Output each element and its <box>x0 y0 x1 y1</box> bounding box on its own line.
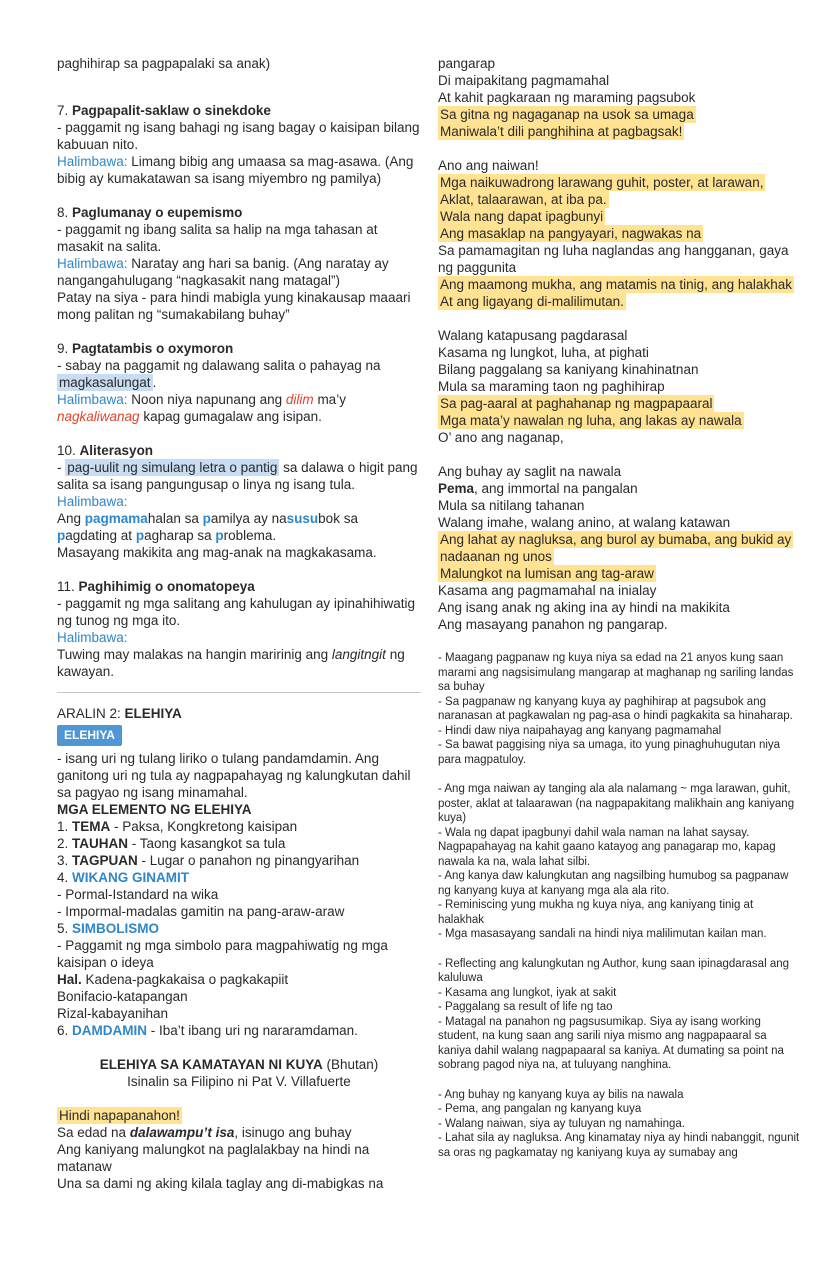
text-run: p <box>135 528 145 543</box>
poem-line <box>438 480 802 497</box>
text-run: - Pema, ang pangalan ng kanyang kuya <box>438 1103 642 1115</box>
text-run: dilim <box>285 392 314 407</box>
text-run: Pema <box>438 481 475 496</box>
text-run: Sa edad na <box>57 1125 130 1140</box>
text-run: p <box>202 511 211 526</box>
text-run: Bonifacio-katapangan <box>57 989 188 1004</box>
text-run: Ang kaniyang malungkot na paglalakbay na hindi na matanaw <box>57 1142 370 1174</box>
poem-line <box>438 361 802 378</box>
text-run: Kadena-pagkakaisa o pagkakapiit <box>81 972 289 987</box>
text-run: 9. <box>57 341 73 356</box>
poem-line <box>438 565 802 582</box>
text-run: , isinugo ang buhay <box>234 1125 352 1140</box>
text-run: Maniwala’t dili panghihina at pagbagsak! <box>440 124 683 139</box>
text-run: kapag gumagalaw ang isipan. <box>139 409 322 424</box>
text-run: - Walang naiwan, siya ay tuluyan ng namahinga. <box>438 1117 685 1130</box>
text-run: Tuwing may malakas na hangin maririnig ang <box>57 647 332 662</box>
text-run: Ano ang naiwan! <box>438 158 539 173</box>
elehiya-chip: ELEHIYA <box>57 725 122 746</box>
text-run: - Paggamit ng mga simbolo para magpahiwatig ng mga kaisipan o ideya <box>57 938 388 970</box>
poem-line <box>438 327 802 344</box>
text-run: 8. <box>57 205 73 220</box>
text-run: Walang imahe, walang anino, at walang katawan <box>438 515 731 530</box>
spacer <box>57 72 421 102</box>
text-run: Malungkot na lumisan ang tag-araw <box>440 566 654 581</box>
text-run: Ang lahat ay nagluksa, ang burol ay bumaba, ang bukid ay nadaanan ng unos <box>440 532 792 564</box>
poem-line <box>438 378 802 395</box>
text-run: Paghihimig o onomatopeya <box>78 579 255 594</box>
poem-line <box>438 72 802 89</box>
note-item <box>438 1131 802 1160</box>
text-run: Mga mata’y nawalan ng luha, ang lakas ay nawala <box>440 413 742 428</box>
text-run: bok sa <box>318 511 358 526</box>
spacer <box>438 633 802 651</box>
text-run: Una sa dami ng aking kilala taglay ang di-mabigkas na <box>57 1176 384 1191</box>
text-run: - Mga masasayang sandali na hindi niya malilimutan kailan man. <box>438 928 767 940</box>
list-item <box>57 835 421 852</box>
poem-line <box>438 514 802 531</box>
text-run: Ang maamong mukha, ang matamis na tinig, ang halakhak <box>440 277 792 292</box>
text-run: susu <box>286 511 319 526</box>
text-run: Halimbawa: <box>57 630 128 645</box>
text-run: 6. <box>57 1023 73 1038</box>
text-run: magkasalungat <box>59 375 151 390</box>
text-run: 10. <box>57 443 80 458</box>
poem-line <box>57 1124 421 1141</box>
text-run: paghihirap sa pagpapalaki sa anak) <box>57 56 271 71</box>
text-run: - Wala ng dapat ipagbunyi dahil wala naman na lahat saysay. Nagpapahayag na kahit gaano katayog ang panagarap mo, kapag nawala ka na, wala lahat silbi. <box>438 826 776 868</box>
text-run: p <box>215 528 224 543</box>
poem-line <box>438 157 802 174</box>
text-run: - Pormal-Istandard na wika <box>57 887 219 902</box>
spacer <box>438 446 802 463</box>
spacer <box>57 561 421 578</box>
section-heading <box>57 204 421 221</box>
note-item <box>438 1015 802 1073</box>
text-run: - Reflecting ang kalungkutan ng Author, kung saan ipinagdarasal ang kaluluwa <box>438 957 790 984</box>
text-run: O’ ano ang naganap, <box>438 430 564 445</box>
definition <box>57 595 421 629</box>
example <box>57 255 421 289</box>
text-run: Masayang makikita ang mag-anak na magkakasama. <box>57 545 377 560</box>
note-item <box>438 826 802 870</box>
text-run: ELEHIYA SA KAMATAYAN NI KUYA <box>99 1057 323 1072</box>
text-run: - Ang buhay ng kanyang kuya ay bilis na nawala <box>438 1088 684 1101</box>
text-run: Mga naikuwadrong larawang guhit, poster, at larawan, <box>440 175 764 190</box>
text-run: sa dalawa o higit pang salita sa isang pangungusap o linya ng isang tula. <box>57 460 418 492</box>
example <box>57 391 421 425</box>
text-run: Ang isang anak ng aking ina ay hindi na makikita <box>438 600 730 615</box>
text-run: Di maipakitang pagmamahal <box>438 73 610 88</box>
spacer <box>438 942 802 957</box>
text-run: Halimbawa: <box>57 256 128 271</box>
section-heading <box>57 102 421 119</box>
text-run: Hal. <box>57 972 82 987</box>
text-run: Rizal-kabayanihan <box>57 1006 169 1021</box>
text-run: Patay na siya - para hindi mabigla yung kinakausap maaari mong palitan ng “sumakabilang buhay” <box>57 290 411 322</box>
poem-line <box>438 463 802 480</box>
divider <box>57 692 421 693</box>
poem-line <box>438 89 802 106</box>
poem-line <box>438 344 802 361</box>
text-run: agharap sa <box>144 528 216 543</box>
text-run: Aliterasyon <box>79 443 154 458</box>
text-run: ma’y <box>313 392 346 407</box>
text-run: Mula sa maraming taon ng paghihirap <box>438 379 665 394</box>
list-item <box>57 818 421 835</box>
text-run: pangarap <box>438 56 496 71</box>
text-run: At ang ligayang di-malilimutan. <box>440 294 624 309</box>
text-run: 5. <box>57 921 73 936</box>
text-run: - sabay na paggamit ng dalawang salita o pahayag na <box>57 358 381 373</box>
poem-line <box>438 293 802 310</box>
poem-line <box>438 497 802 514</box>
note-item <box>438 695 802 724</box>
text-run: Kasama ang pagmamahal na inialay <box>438 583 657 598</box>
text-run: 4. <box>57 870 73 885</box>
text-run: Mula sa nitilang tahanan <box>438 498 585 513</box>
text-run: pagmama <box>84 511 148 526</box>
text-run: - Sa bawat paggising niya sa umaga, ito yung pinaghuhugutan niya para magpatuloy. <box>438 739 781 766</box>
text-run: Pagtatambis o oxymoron <box>72 341 234 356</box>
spacer <box>57 1090 421 1107</box>
poem-line <box>57 1175 421 1192</box>
text-run: DAMDAMIN <box>72 1023 148 1038</box>
list-item <box>57 869 421 886</box>
note-item <box>438 724 802 739</box>
text-run: - Matagal na panahon ng pagsusumikap. Siya ay isang working student, na kung saan ang sarili niya mismo ang nagpapaaral sa kaniya dahil walang nagpapaaral sa kaniya. At dumating sa point na sobrang pagod niya na, at tuluyang nanghina. <box>438 1015 784 1071</box>
text-run: amilya ay na <box>210 511 287 526</box>
text-run: - <box>57 460 66 475</box>
note-item <box>438 651 802 695</box>
text-run: TEMA <box>72 819 111 834</box>
text-run: SIMBOLISMO <box>72 921 160 936</box>
text-run: 1. <box>57 819 73 834</box>
list-subitem <box>57 937 421 971</box>
text-run: Walang katapusang pagdarasal <box>438 328 628 343</box>
spacer <box>57 680 421 684</box>
poem-line <box>438 582 802 599</box>
text-run: ARALIN 2: <box>57 706 125 721</box>
text-run: Paglumanay o eupemismo <box>72 205 243 220</box>
poem-line <box>438 191 802 208</box>
example <box>57 510 421 544</box>
text-run: Sa pamamagitan ng luha naglandas ang hangganan, gaya ng paggunita <box>438 243 789 275</box>
poem-line <box>438 599 802 616</box>
poem-line <box>438 55 802 72</box>
example <box>57 153 421 187</box>
text-run: Noon niya napunang ang <box>127 392 286 407</box>
text-run: - Ang kanya daw kalungkutan ang nagsilbing humubog sa pagpanaw ng kanyang kuya at kanyang mga ala ala rito. <box>438 870 789 897</box>
text-run: - paggamit ng mga salitang ang kahulugan ay ipinahihiwatig ng tunog ng mga ito. <box>57 596 415 628</box>
example <box>57 1005 421 1022</box>
definition <box>57 459 421 493</box>
spacer <box>438 140 802 157</box>
example <box>57 988 421 1005</box>
poem-line <box>438 225 802 242</box>
note-item <box>438 927 802 942</box>
text-run: ng kawayan. <box>57 647 405 679</box>
example-label <box>57 629 421 646</box>
text-run: Halimbawa: <box>57 392 128 407</box>
text-run: - Sa pagpanaw ng kanyang kuya ay paghihirap at pagsubok ang naranasan at pagkawalan ng pag-asa o hindi pagkakita sa hinaharap. <box>438 695 793 722</box>
text-run: Sa gitna ng nagaganap na usok sa umaga <box>440 107 694 122</box>
poem-title <box>57 1056 421 1073</box>
spacer <box>438 1073 802 1088</box>
example <box>57 646 421 680</box>
note-item <box>438 1088 802 1103</box>
poem-line <box>438 208 802 225</box>
poem-line <box>438 616 802 633</box>
spacer <box>438 767 802 782</box>
text-run: - paggamit ng ibang salita sa halip na mga tahasan at masakit na salita. <box>57 222 378 254</box>
text-run: Hindi napapanahon! <box>59 1108 180 1123</box>
definition <box>57 750 421 801</box>
text-run: - Taong kasangkot sa tula <box>128 836 286 851</box>
text-run: Ang buhay ay saglit na nawala <box>438 464 622 479</box>
text-run: Ang masayang panahon ng pangarap. <box>438 617 668 632</box>
text-run: Pagpapalit-saklaw o sinekdoke <box>72 103 271 118</box>
poem-line <box>57 1141 421 1175</box>
note-item <box>438 898 802 927</box>
text-run: - Kasama ang lungkot, iyak at sakit <box>438 986 617 999</box>
text-run: Sa pag-aaral at paghahanap ng magpapaaral <box>440 396 713 411</box>
poem-line <box>438 276 802 293</box>
text-run: 2. <box>57 836 73 851</box>
text-run: 7. <box>57 103 73 118</box>
text-run: Isinalin sa Filipino ni Pat V. Villafuerte <box>127 1074 351 1089</box>
text-run: roblema. <box>223 528 277 543</box>
section-heading <box>57 340 421 357</box>
definition <box>57 221 421 255</box>
text-run: Limang bibig ang umaasa sa mag-asawa. (Ang bibig ay kumakatawan sa isang miyembro ng pamilya) <box>57 154 414 186</box>
list-item <box>57 1022 421 1039</box>
text-run: . <box>152 375 157 390</box>
text-run: nagkaliwanag <box>57 409 140 424</box>
text-run: - Ang mga naiwan ay tanging ala ala nalamang ~ mga larawan, guhit, poster, aklat at talaarawan (na nagpapakitang malikhain ang kaniyang kuya) <box>438 783 795 824</box>
text-run: langitngit <box>331 647 386 662</box>
text-run: - Lugar o panahon ng pinangyarihan <box>137 853 360 868</box>
text-run: - Paksa, Kongkretong kaisipan <box>110 819 298 834</box>
text-run: - Impormal-madalas gamitin na pang-araw-araw <box>57 904 345 919</box>
poem-line <box>438 395 802 412</box>
text-run: - paggamit ng isang bahagi ng isang bagay o kaisipan bilang kabuuan nito. <box>57 120 420 152</box>
text-run: Ang <box>57 511 85 526</box>
text-run: (Bhutan) <box>322 1057 379 1072</box>
poem-line <box>438 412 802 429</box>
example-label <box>57 493 421 510</box>
poem-line <box>438 531 802 565</box>
note-item <box>438 1000 802 1015</box>
text-run: Wala nang dapat ipagbunyi <box>440 209 604 224</box>
text-run: TAUHAN <box>72 836 129 851</box>
definition <box>57 357 421 391</box>
note-item <box>438 869 802 898</box>
text-run: p <box>57 528 66 543</box>
text-run: 3. <box>57 853 73 868</box>
left-column <box>57 55 421 1192</box>
right-column <box>438 55 802 1192</box>
list-item <box>57 920 421 937</box>
poem-line <box>57 1107 421 1124</box>
text-run: - isang uri ng tulang liriko o tulang pandamdamin. Ang ganitong uri ng tula ay nagpapahayag ng kalungkutan dahil sa pagyao ng isang minamahal. <box>57 751 411 800</box>
text-run: - Paggalang sa result of life ng tao <box>438 1001 613 1013</box>
note-item <box>438 782 802 826</box>
subsection-heading <box>57 801 421 818</box>
text-run: - Lahat sila ay nagluksa. Ang kinamatay niya ay hindi nabanggit, ngunit sa oras ng pagkamatay ng kaniyang kuya ay sumabay ang <box>438 1132 800 1159</box>
spacer <box>57 187 421 204</box>
list-item <box>57 852 421 869</box>
continuation-line <box>57 55 421 72</box>
spacer <box>438 310 802 327</box>
text-run: , ang immortal na pangalan <box>474 481 638 496</box>
note-item <box>438 738 802 767</box>
text-run: At kahit pagkaraan ng maraming pagsubok <box>438 90 696 105</box>
list-subitem <box>57 903 421 920</box>
poem-subtitle <box>57 1073 421 1090</box>
note-item <box>438 1102 802 1117</box>
text-run: TAGPUAN <box>72 853 138 868</box>
text-run: Halimbawa: <box>57 154 128 169</box>
list-subitem <box>57 886 421 903</box>
text-run: WIKANG GINAMIT <box>72 870 190 885</box>
example <box>57 971 421 988</box>
text-run: Aklat, talaarawan, at iba pa. <box>440 192 607 207</box>
text-run: MGA ELEMENTO NG ELEHIYA <box>57 802 252 817</box>
text-run: ELEHIYA <box>124 706 182 721</box>
section-heading <box>57 578 421 595</box>
text-run: halan sa <box>147 511 203 526</box>
spacer <box>57 1039 421 1056</box>
poem-line <box>438 429 802 446</box>
poem-line <box>438 123 802 140</box>
example <box>57 289 421 323</box>
poem-line <box>438 106 802 123</box>
spacer <box>57 323 421 340</box>
note-item <box>438 957 802 986</box>
section-heading <box>57 442 421 459</box>
example <box>57 544 421 561</box>
text-run: - Reminiscing yung mukha ng kuya niya, ang kaniyang tinig at halakhak <box>438 899 754 926</box>
text-run: dalawampu’t isa <box>129 1125 235 1140</box>
note-item <box>438 1117 802 1132</box>
chip-row <box>57 722 421 750</box>
text-run: Kasama ng lungkot, luha, at pighati <box>438 345 649 360</box>
poem-line <box>438 174 802 191</box>
text-run: Ang masaklap na pangyayari, nagwakas na <box>440 226 702 241</box>
text-run: pag-uulit ng simulang letra o pantig <box>67 460 278 475</box>
lesson-heading <box>57 705 421 722</box>
text-run: - Iba’t ibang uri ng nararamdaman. <box>147 1023 358 1038</box>
text-run: - Maagang pagpanaw ng kuya niya sa edad na 21 anyos kung saan marami ang nagsisimulang mangarap at maghanap ng sariling landas sa buhay <box>438 652 794 693</box>
text-run: - Hindi daw niya naipahayag ang kanyang pagmamahal <box>438 724 722 737</box>
note-item <box>438 986 802 1001</box>
text-run: Halimbawa: <box>57 494 128 509</box>
poem-line <box>438 242 802 276</box>
text-run: 11. <box>57 579 79 594</box>
text-run: Bilang paggalang sa kaniyang kinahinatnan <box>438 362 699 377</box>
text-run: agdating at <box>65 528 136 543</box>
text-run: Naratay ang hari sa banig. (Ang naratay ay nangangahulugang “nagkasakit nang matagal”) <box>57 256 389 288</box>
spacer <box>57 425 421 442</box>
definition <box>57 119 421 153</box>
